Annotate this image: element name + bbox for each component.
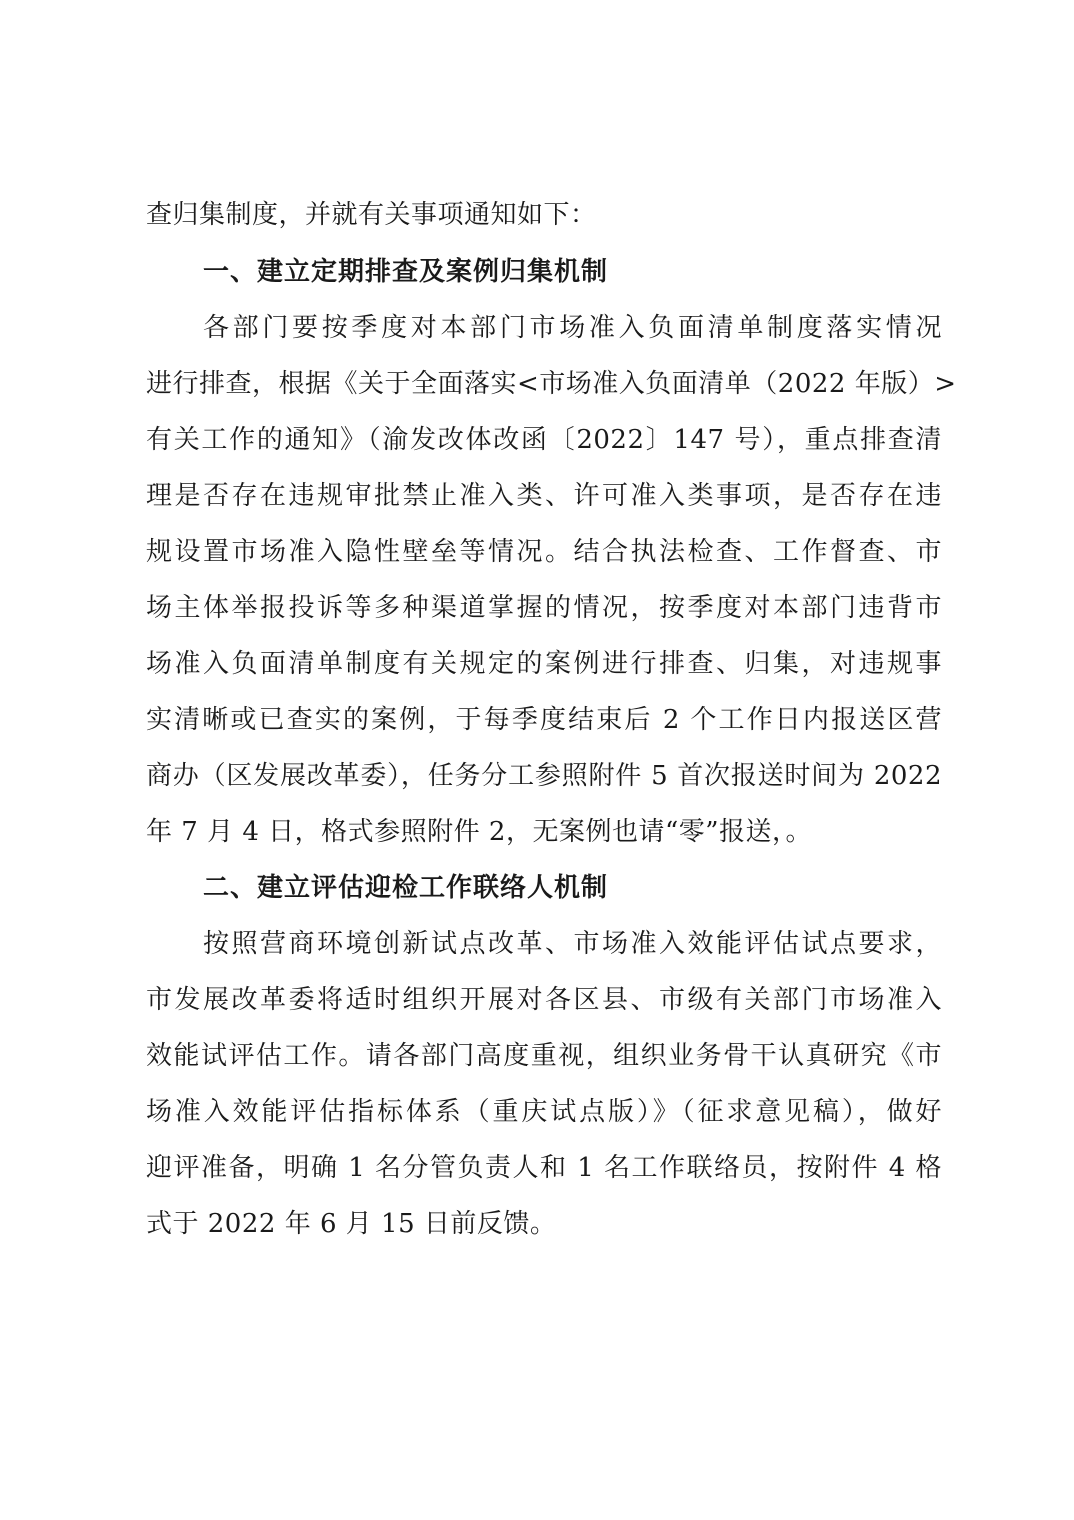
section-2-paragraph-line: 效能试评估工作。请各部门高度重视，组织业务骨干认真研究《市: [146, 1041, 942, 1071]
section-1-paragraph-line: 商办（区发展改革委），任务分工参照附件 5 首次报送时间为 2022: [146, 761, 942, 791]
section-1-paragraph-line: 年 7 月 4 日，格式参照附件 2，无案例也请“零”报送，。: [146, 817, 813, 847]
section-1-paragraph-line: 场主体举报投诉等多种渠道掌握的情况，按季度对本部门违背市: [146, 593, 942, 623]
intro-paragraph-line: 查归集制度，并就有关事项通知如下：: [146, 200, 597, 230]
section-2-paragraph-line: 场准入效能评估指标体系（重庆试点版）》（征求意见稿），做好: [146, 1097, 942, 1127]
section-2-paragraph-line: 按照营商环境创新试点改革、市场准入效能评估试点要求，: [203, 929, 942, 959]
section-1-heading: 一、建立定期排查及案例归集机制: [203, 257, 609, 287]
section-1-paragraph-line: 场准入负面清单制度有关规定的案例进行排查、归集，对违规事: [146, 649, 942, 679]
section-1-paragraph-line: 理是否存在违规审批禁止准入类、许可准入类事项，是否存在违: [146, 481, 942, 511]
section-2-paragraph-line: 市发展改革委将适时组织开展对各区县、市级有关部门市场准入: [146, 985, 942, 1015]
section-1-paragraph-line: 规设置市场准入隐性壁垒等情况。结合执法检查、工作督查、市: [146, 537, 942, 567]
section-2-heading: 二、建立评估迎检工作联络人机制: [203, 873, 609, 903]
section-1-paragraph-line: 各部门要按季度对本部门市场准入负面清单制度落实情况: [203, 313, 942, 343]
section-2-paragraph-line: 迎评准备，明确 1 名分管负责人和 1 名工作联络员，按附件 4 格: [146, 1153, 942, 1183]
section-1-paragraph-line: 进行排查，根据《关于全面落实<市场准入负面清单（2022 年版）>: [146, 369, 957, 399]
section-2-paragraph-line: 式于 2022 年 6 月 15 日前反馈。: [146, 1209, 557, 1239]
section-1-paragraph-line: 实清晰或已查实的案例，于每季度结束后 2 个工作日内报送区营: [146, 705, 942, 735]
section-1-paragraph-line: 有关工作的通知》（渝发改体改函〔2022〕147 号），重点排查清: [146, 425, 942, 455]
